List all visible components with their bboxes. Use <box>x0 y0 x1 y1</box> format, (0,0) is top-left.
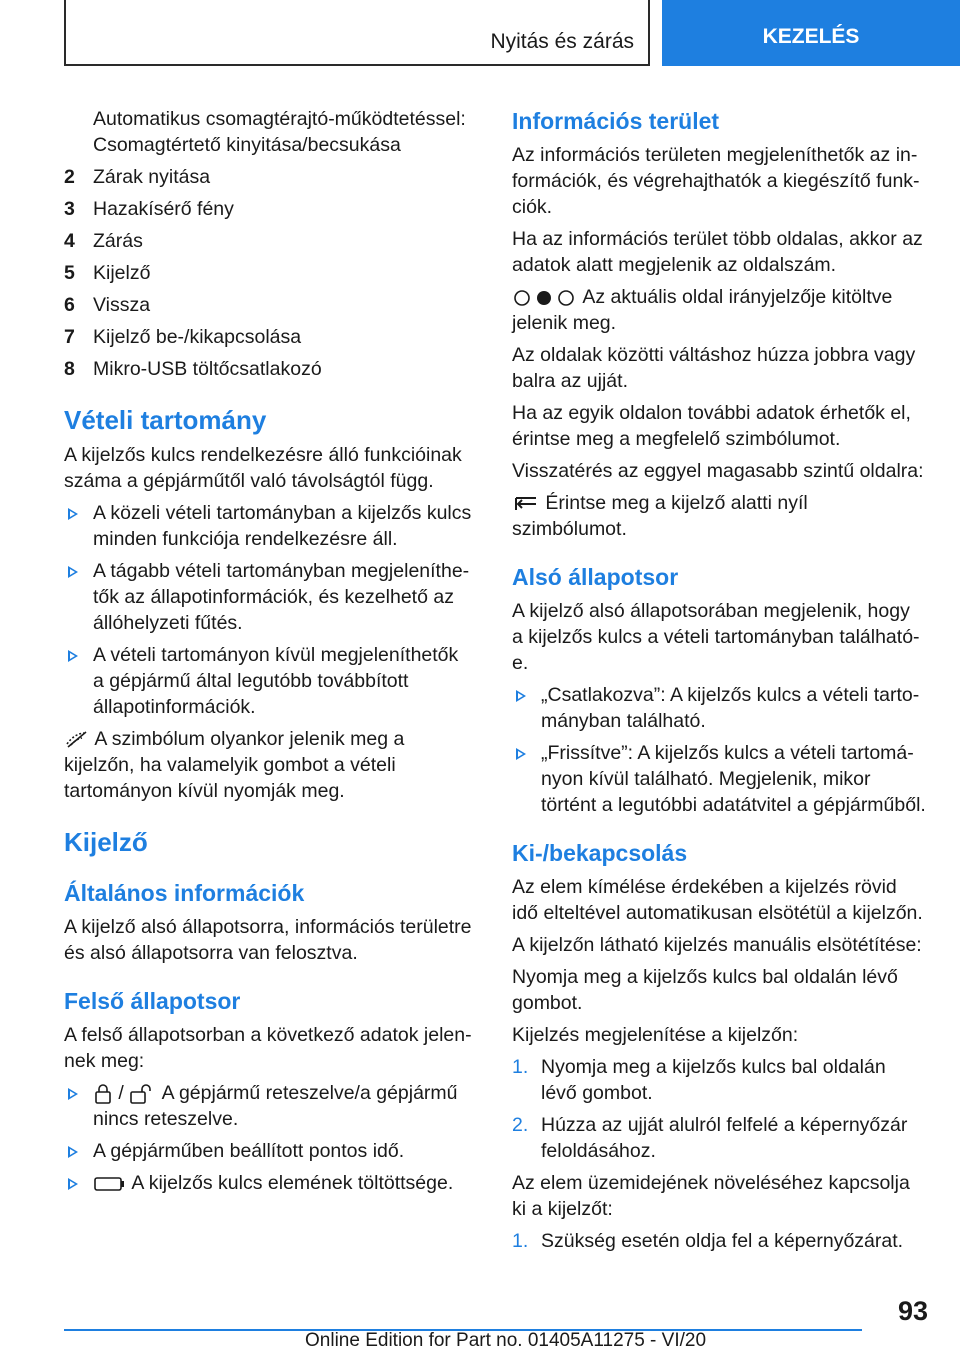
legend-item: 2 Zárak nyitása <box>64 166 211 188</box>
back-arrow-icon <box>512 494 540 514</box>
heading-display: Kijelző <box>64 827 148 857</box>
step-item: 1. Nyomja meg a kijelzős kulcs bal oldalán lévő gombot. <box>512 1056 886 1104</box>
onoff-p1: Az elem kímélése érdekében a kijelzés rövid idő elteltével automatikusan elsötétül a kijelzőn. <box>512 876 923 924</box>
range-intro: A kijelzős kulcs rendelkezésre álló funkcióinak száma a gépjárműtől való távolságtól függ. <box>64 444 462 492</box>
info-p4: Az oldalak közötti váltáshoz húzza jobbra vagy balra az ujját. <box>512 344 916 392</box>
triangle-bullet-icon <box>516 690 526 702</box>
info-p1: Az információs területen megjeleníthetők az információk, és végrehajthatók a kiegészítő funkciók. <box>512 144 920 218</box>
legend-item: 7 Kijelző be-/kikapcsolása <box>64 326 302 348</box>
intro-line: Automatikus csomagtérajtó-működtetéssel: Csomagtértető kinyitása/becsukása <box>93 108 466 156</box>
triangle-bullet-icon <box>516 748 526 760</box>
numbered-legend <box>64 164 474 382</box>
heading-general: Általános információk <box>64 880 305 906</box>
heading-upper-bar: Felső állapotsor <box>64 988 241 1014</box>
onoff-steps-2 <box>512 1228 926 1254</box>
no-signal-icon <box>64 730 90 750</box>
lower-bullets <box>512 682 926 818</box>
bullet-item: A tágabb vételi tartományban megjeleníthetők az állapotinformációk, és kezelhető az állóhelyzeti fűtés. <box>64 558 474 636</box>
header-rule-left <box>64 0 66 66</box>
lock-closed-icon <box>93 1083 113 1105</box>
general-text: A kijelző alsó állapotsorra, információs területre és alsó állapotsorra van felosztva. <box>64 916 472 964</box>
legend-item: 5 Kijelző <box>64 262 151 284</box>
edition-text: Online Edition for Part no. 01405A11275 - VI/20 <box>305 1330 707 1351</box>
range-note: A szimbólum olyankor jelenik meg a kijelzőn, ha valamelyik gombot a vételi tartományon kívül nyomják meg. <box>64 728 405 802</box>
bullet-item: / A gépjármű reteszelve/a gépjármű nincs reteszelve. <box>64 1080 474 1132</box>
step-item: 2. Húzza az ujját alulról felfelé a képernyőzár feloldásához. <box>512 1114 908 1162</box>
left-column <box>64 106 474 1202</box>
onoff-p5: Az elem üzemidejének növeléséhez kapcsolja ki a kijelzőt: <box>512 1172 910 1220</box>
right-column <box>512 106 926 1260</box>
triangle-bullet-icon <box>68 1178 78 1190</box>
header-rule-bottom <box>64 64 650 66</box>
bullet-item: A gépjárműben beállított pontos idő. <box>64 1138 474 1164</box>
info-p6: Visszatérés az eggyel magasabb szintű oldalra: <box>512 460 924 482</box>
lock-open-icon <box>129 1083 157 1105</box>
triangle-bullet-icon <box>68 1088 78 1100</box>
battery-icon <box>93 1175 127 1193</box>
legend-item: 8 Mikro-USB töltőcsatlakozó <box>64 358 322 380</box>
upper-intro: A felső állapotsorban a következő adatok jelennek meg: <box>64 1024 472 1072</box>
triangle-bullet-icon <box>68 650 78 662</box>
step-item: 1. Szükség esetén oldja fel a képernyőzárat. <box>512 1230 904 1252</box>
page-indicator-dots-icon <box>512 288 578 308</box>
legend-item: 3 Hazakísérő fény <box>64 198 234 220</box>
bullet-item: „Csatlakozva”: A kijelzős kulcs a vételi tartományban található. <box>512 682 926 734</box>
info-p5: Ha az egyik oldalon további adatok érhetők el, érintse meg a megfelelő szimbólumot. <box>512 402 911 450</box>
heading-lower-bar: Alsó állapotsor <box>512 564 679 590</box>
onoff-p2: A kijelzőn látható kijelzés manuális elsötétítése: <box>512 934 922 956</box>
legend-item: 6 Vissza <box>64 294 151 316</box>
triangle-bullet-icon <box>68 566 78 578</box>
bullet-item: A kijelzős kulcs elemének töltöttsége. <box>64 1170 474 1196</box>
info-p2: Ha az információs terület több oldalas, akkor az adatok alatt megjelenik az oldalszám. <box>512 228 923 276</box>
page-header <box>0 0 960 66</box>
header-rule-right <box>648 0 650 66</box>
upper-bullets <box>64 1080 474 1196</box>
info-p7: Érintse meg a kijelző alatti nyíl szimbólumot. <box>512 492 808 540</box>
page-number: 93 <box>897 1296 928 1326</box>
heading-range: Vételi tartomány <box>64 405 267 435</box>
onoff-steps <box>512 1054 926 1164</box>
info-p3: Az aktuális oldal irányjelzője kitöltve jelenik meg. <box>512 286 893 334</box>
bullet-item: A közeli vételi tartományban a kijelzős kulcs minden funkciója rendelkezésre áll. <box>64 500 474 552</box>
lower-intro: A kijelző alsó állapotsorában megjelenik, hogy a kijelzős kulcs a vételi tartományban található-e. <box>512 600 920 674</box>
triangle-bullet-icon <box>68 508 78 520</box>
heading-info-area: Információs terület <box>512 108 720 134</box>
legend-item: 4 Zárás <box>64 230 143 252</box>
section-title: Nyitás és zárás <box>490 30 634 53</box>
bullet-item: A vételi tartományon kívül megjeleníthetők a gépjármű által legutóbb továbbított állapotinformációk. <box>64 642 474 720</box>
triangle-bullet-icon <box>68 1146 78 1158</box>
chapter-label: KEZELÉS <box>762 25 860 48</box>
chapter-tab <box>662 0 960 66</box>
onoff-p3: Nyomja meg a kijelzős kulcs bal oldalán lévő gombot. <box>512 966 898 1014</box>
onoff-p4: Kijelzés megjelenítése a kijelzőn: <box>512 1024 799 1046</box>
bullet-item: „Frissítve”: A kijelzős kulcs a vételi tartományon kívül található. Megjelenik, mikor történt a legutóbbi adatátvitel a gépjárműből. <box>512 740 926 818</box>
range-bullets <box>64 500 474 720</box>
heading-on-off: Ki-/bekapcsolás <box>512 840 688 866</box>
